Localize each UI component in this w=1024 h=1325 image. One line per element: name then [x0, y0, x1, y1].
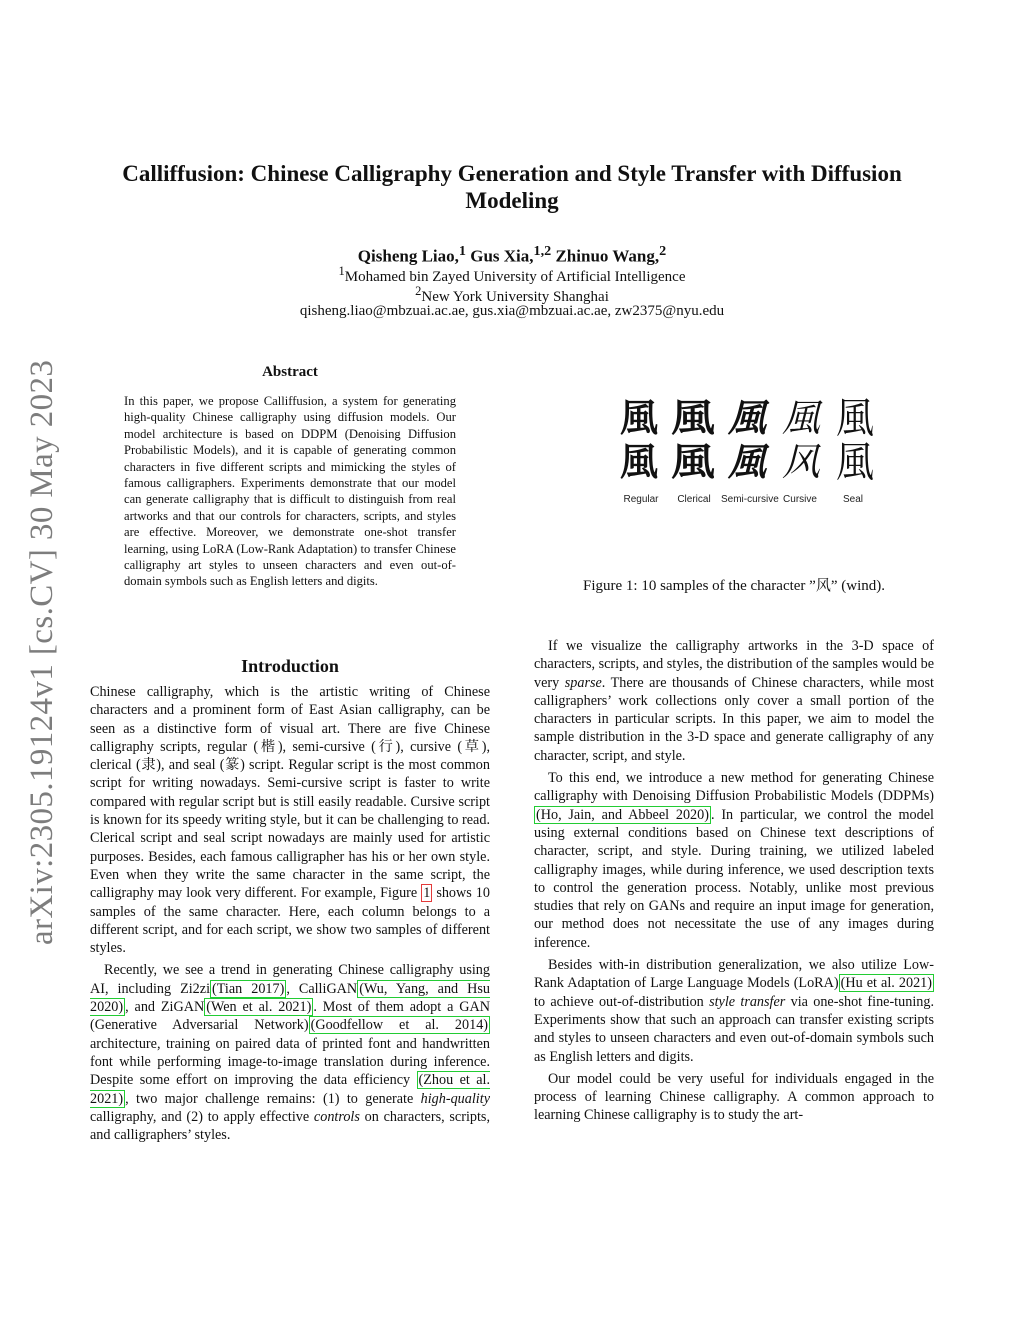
author-emails: qisheng.liao@mbzuai.ac.ae, gus.xia@mbzuai.ac.ae, zw2375@nyu.edu — [299, 303, 725, 319]
figure-1 — [615, 393, 879, 516]
glyph-clerical: 風 — [671, 440, 715, 484]
figure-label: Clerical — [677, 494, 711, 505]
glyph-regular: 風 — [619, 396, 658, 440]
figure-labels — [615, 494, 879, 505]
author-affil-sup: 1,2 — [533, 243, 552, 259]
emphasis: style transfer — [709, 993, 786, 1010]
paragraph — [90, 961, 490, 1144]
text-run: To this end, we introduce a new method for generating Chinese calligraphy with Denoising Diffusion Probabilistic Models (DDPMs) — [534, 770, 934, 805]
text-run: . In particular, we control the model using external conditions based on Chinese text descriptions of character, script, and style. During training, we utilized labeled calligraphy images, while during inference, we used description texts to control the generation process. Notably, unlike most previous studies that rely on GANs and require an input image for generation, our method does not necessitate the use of any images during inference. — [534, 806, 934, 951]
author-name: Zhinuo Wang, — [555, 246, 660, 266]
glyph-seal: 風 — [835, 437, 874, 487]
figure-label: Cursive — [783, 494, 817, 505]
right-column — [534, 637, 934, 1129]
emphasis: sparse — [564, 674, 602, 691]
citation-link[interactable]: (Zhou et al. 2021) — [90, 1072, 491, 1107]
citation-link[interactable]: (Ho, Jain, and Abbeel 2020) — [536, 806, 709, 823]
introduction-heading: Introduction — [241, 656, 339, 676]
affil-sup: 1 — [338, 264, 345, 278]
abstract-heading: Abstract — [262, 364, 318, 380]
text-run: on characters, scripts, and calligraphers’ styles. — [90, 1108, 490, 1144]
author-name: Qisheng Liao, — [357, 246, 459, 266]
text-run: architecture, training on paired data of printed font and handwritten font while performing image-to-image translation during inference. Despite some effort on improving the data efficiency — [90, 1035, 490, 1089]
text-run: shows 10 samples of the same character. Here, each column belongs to a different script, and for each script, we show two samples of different styles. — [90, 885, 490, 957]
abstract-text: In this paper, we propose Calliffusion, a system for generating high-quality Chinese calligraphy using diffusion models. Our model architecture is based on DDPM (Denoising Diffusion Probabilistic Models), and it is capable of generating common characters in five different scripts and mimicking the styles of famous calligraphers. Experiments demonstrate that our model can generate calligraphy that is difficult to distinguish from real artworks and that our controls for characters, scripts, and styles are effective. Moreover, we demonstrate one-shot transfer learning, using LoRA (Low-Rank Adaptation) to transfer Chinese calligraphy art styles to unseen characters and even out-of-domain symbols such as English letters and digits. — [124, 394, 456, 589]
emphasis: high-quality — [420, 1090, 490, 1107]
citation-link[interactable]: (Goodfellow et al. 2014) — [310, 1017, 489, 1034]
affil-text: Mohamed bin Zayed University of Artificial Intelligence — [344, 269, 686, 285]
citation-link[interactable]: (Wen et al. 2021) — [206, 999, 312, 1016]
citation-link[interactable]: (Wu, Yang, and Hsu 2020) — [90, 980, 490, 1016]
affil-sup: 2 — [415, 284, 422, 298]
left-column — [90, 683, 490, 1148]
author-affil-sup: 1 — [458, 243, 466, 259]
text-run: calligraphy, and (2) to apply effective — [90, 1108, 314, 1125]
text-run: . Most of them adopt a GAN (Generative Adversarial Network) — [90, 999, 490, 1034]
affil-text: New York University Shanghai — [421, 289, 609, 305]
citation-link[interactable]: (Hu et al. 2021) — [840, 975, 932, 992]
text-run: , two major challenge remains: (1) to generate — [125, 1090, 421, 1107]
author-affil-sup: 2 — [659, 243, 667, 259]
arxiv-stamp: arXiv:2305.19124v1 [cs.CV] 30 May 2023 — [24, 359, 60, 945]
citation-link[interactable]: (Tian 2017) — [212, 980, 285, 997]
text-run: If we visualize the calligraphy artworks in the 3-D space of characters, scripts, and styles, the distribution of the samples would be very — [534, 638, 934, 691]
text-run: . There are thousands of Chinese characters, while most calligraphers’ work collections only cover a small portion of the characters in particular scripts. In this paper, we aim to model the sample distribution in the 3-D space and generate calligraphy of any character, script, and style. — [534, 674, 934, 764]
glyph-clerical: 風 — [671, 396, 715, 440]
glyph-row — [615, 437, 879, 487]
paragraph — [534, 637, 934, 765]
paragraph — [534, 769, 934, 952]
glyph-semi-cursive: 風 — [727, 440, 766, 484]
text-run: to achieve out-of-distribution — [534, 993, 710, 1010]
text-run: Chinese calligraphy, which is the artistic writing of Chinese characters and a prominent form of East Asian calligraphy, can be seen as a distinctive form of visual art. There are five Chinese calligraphy scripts, regular (楷), semi-cursive (行), cursive (草), clerical (隶), and seal (篆) script. Regular script is the most common script for writing nowadays. Semi-cursive script is faster to write compared with regular script but is still easily readable. Cursive script is known for its speedy writing style, but it can be challenging to read. Clerical script and seal script nowadays are mainly used for artistic purposes. Besides, each famous calligrapher has his or her own style. Even when they write the same character in the same script, the calligraphy may look very different. For example, Figure — [90, 684, 490, 902]
text-run: , and ZiGAN — [125, 999, 205, 1016]
text-run: Recently, we see a trend in generating Chinese calligraphy using AI, including Zi2zi — [90, 962, 490, 997]
text-run: , CalliGAN — [286, 980, 358, 997]
paper-title: Calliffusion: Chinese Calligraphy Generation and Style Transfer with Diffusion Modeling — [122, 161, 902, 213]
paragraph — [534, 956, 934, 1066]
paragraph — [90, 683, 490, 957]
author-name: Gus Xia, — [470, 246, 534, 266]
glyph-cursive: 風 — [781, 396, 820, 440]
glyph-cursive: 风 — [781, 440, 820, 484]
glyph-semi-cursive: 風 — [727, 396, 766, 440]
text-run: via one-shot fine-tuning. Experiments show that such an approach can transfer existing scripts and styles to unseen characters and even out-of-domain symbols such as English letters and digits. — [534, 993, 934, 1065]
figure-caption: Figure 1: 10 samples of the character ”风” (wind). — [583, 578, 885, 594]
text-run: Besides with-in distribution generalization, we also utilize Low-Rank Adaptation of Large Language Models (LoRA) — [534, 957, 934, 992]
figure-label: Semi-cursive — [721, 494, 779, 505]
glyph-regular: 風 — [619, 440, 658, 484]
figure-label: Seal — [842, 494, 863, 505]
emphasis: controls — [313, 1108, 360, 1125]
figure-link[interactable]: 1 — [423, 885, 431, 902]
paragraph: Our model could be very useful for individuals engaged in the process of learning Chinese calligraphy. A common approach to learning Chinese calligraphy is to study the art- — [534, 1070, 934, 1124]
glyph-row — [615, 393, 879, 443]
figure-label: Regular — [623, 494, 659, 505]
glyph-seal: 風 — [835, 393, 874, 443]
